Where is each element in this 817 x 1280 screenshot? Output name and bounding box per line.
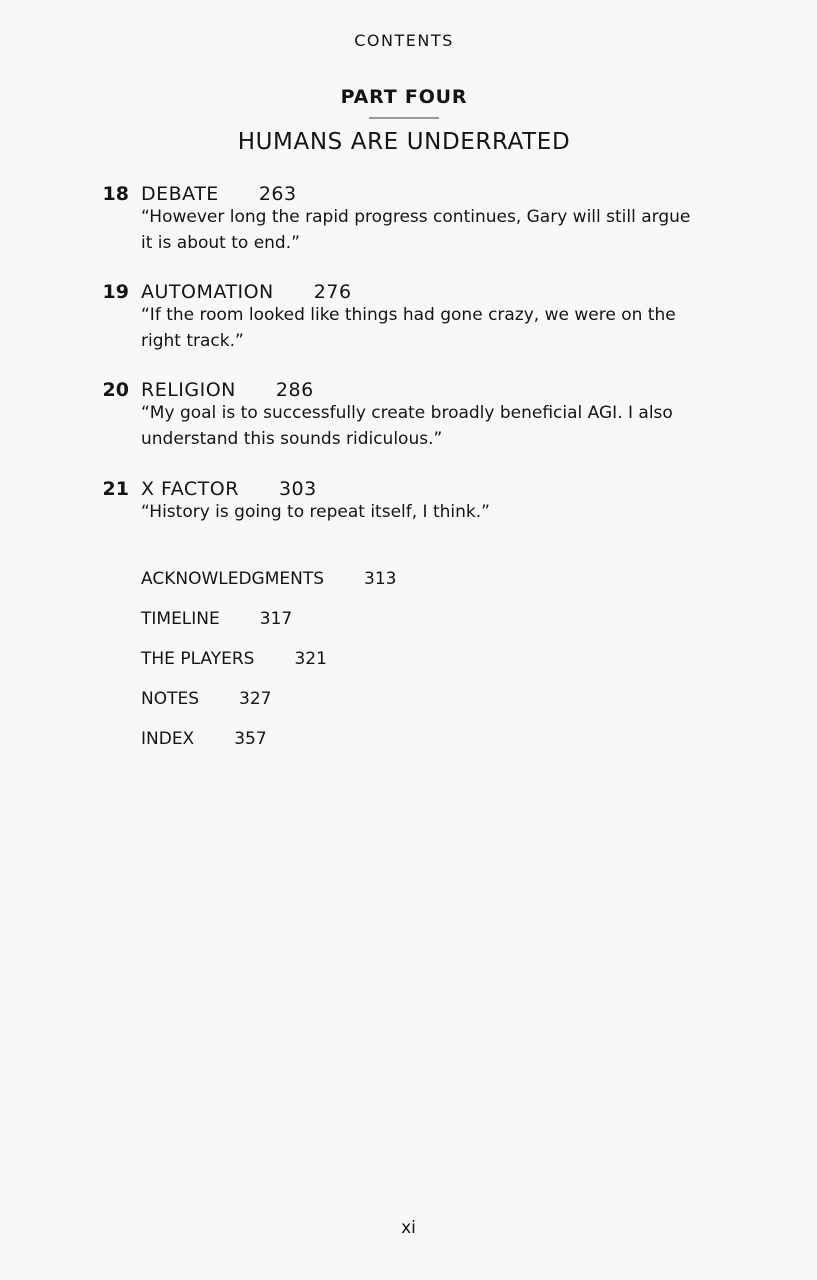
chapter-number: 18 — [102, 183, 129, 205]
backmatter-timeline[interactable] — [141, 607, 292, 631]
chapter-title: AUTOMATION — [141, 281, 274, 303]
backmatter-the-players[interactable] — [141, 647, 327, 671]
chapter-epigraph: “If the room looked like things had gone crazy, we were on the right track.” — [141, 305, 676, 351]
page-number: xi — [401, 1218, 416, 1238]
backmatter-title: THE PLAYERS — [141, 649, 255, 669]
part-label: PART FOUR — [340, 86, 468, 108]
chapter-title-line — [141, 477, 317, 501]
chapter-title-line — [141, 182, 297, 206]
chapter-title: DEBATE — [141, 183, 219, 205]
running-head: CONTENTS — [354, 31, 454, 50]
backmatter-notes[interactable] — [141, 687, 271, 711]
chapter-epigraph: “History is going to repeat itself, I think.” — [141, 502, 490, 522]
chapter-page-number: 263 — [258, 183, 297, 205]
chapter-title: RELIGION — [141, 379, 236, 401]
backmatter-title: ACKNOWLEDGMENTS — [141, 569, 325, 589]
chapter-page-number: 276 — [313, 281, 352, 303]
backmatter-index[interactable] — [141, 727, 267, 751]
chapter-epigraph: “My goal is to successfully create broadly beneficial AGI. I also understand this sounds ridiculous.” — [141, 403, 673, 449]
chapter-title: X FACTOR — [141, 478, 239, 500]
chapter-page-number: 303 — [278, 478, 317, 500]
part-divider — [369, 117, 439, 119]
backmatter-title: NOTES — [141, 689, 200, 709]
backmatter-page-number: 321 — [294, 649, 327, 669]
chapter-epigraph: “However long the rapid progress continues, Gary will still argue it is about to end.” — [141, 207, 691, 253]
backmatter-page-number: 313 — [364, 569, 397, 589]
chapter-title-line — [141, 378, 314, 402]
chapter-page-number: 286 — [275, 379, 314, 401]
backmatter-page-number: 357 — [234, 729, 267, 749]
backmatter-page-number: 317 — [259, 609, 293, 629]
part-title: HUMANS ARE UNDERRATED — [237, 129, 571, 155]
chapter-number: 20 — [102, 379, 129, 401]
backmatter-acknowledgments[interactable] — [141, 567, 397, 591]
chapter-number: 19 — [102, 281, 129, 303]
backmatter-page-number: 327 — [239, 689, 272, 709]
backmatter-title: INDEX — [141, 729, 195, 749]
chapter-number: 21 — [102, 478, 129, 500]
chapter-title-line — [141, 280, 352, 304]
backmatter-title: TIMELINE — [141, 609, 220, 629]
